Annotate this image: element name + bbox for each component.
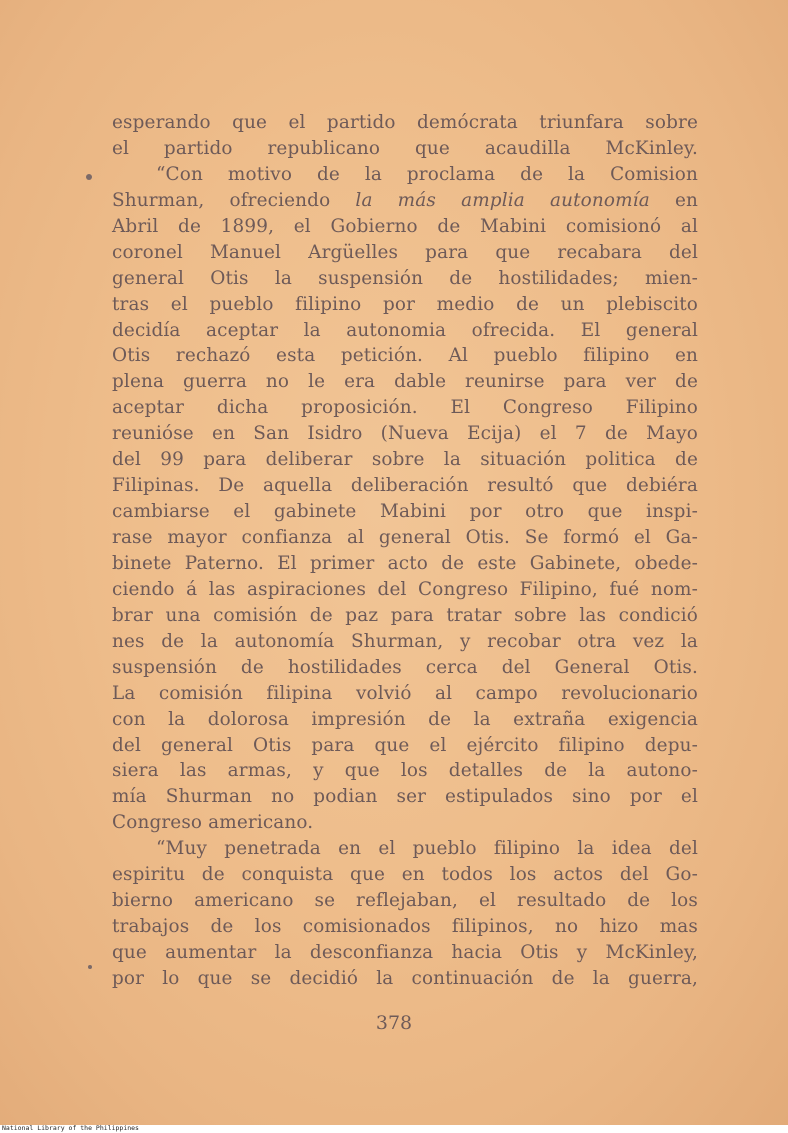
text-span: en [674, 189, 698, 211]
margin-mark [88, 965, 92, 969]
text-line: ciendo á las aspiraciones del Congreso Filipino, fué nom- [112, 578, 698, 600]
text-line: rase mayor confianza al general Otis. Se formó el Ga- [112, 527, 698, 548]
text-line: Filipinas. De aquella deliberación resultó que debiéra [112, 475, 698, 497]
text-line: bierno americano se reflejaban, el resultado de los [112, 890, 698, 912]
text-line: el partido republicano que acaudilla McKinley. [112, 137, 698, 159]
text-line: trabajos de los comisionados filipinos, no hizo mas [112, 916, 698, 938]
text-line: reunióse en San Isidro (Nueva Ecija) el 7 de Mayo [112, 423, 698, 445]
text-line: por lo que se decidió la continuación de la guerra, [112, 967, 698, 989]
text-line: “Muy penetrada en el pueblo filipino la idea del [156, 838, 698, 860]
text-line: general Otis la suspensión de hostilidades; mien- [112, 267, 698, 289]
text-line: con la dolorosa impresión de la extraña exigencia [112, 708, 698, 730]
text-line: suspensión de hostilidades cerca del General Otis. [112, 656, 698, 678]
text-line: tras el pueblo filipino por medio de un plebiscito [112, 293, 698, 315]
text-line: del 99 para deliberar sobre la situación politica de [112, 449, 698, 471]
text-line: aceptar dicha proposición. El Congreso Filipino [112, 397, 698, 419]
text-line: plena guerra no le era dable reunirse para ver de [112, 371, 698, 393]
text-line: nes de la autonomía Shurman, y recobar otra vez la [112, 630, 698, 652]
text-line: Abril de 1899, el Gobierno de Mabini comisionó al [112, 215, 698, 237]
text-line: Congreso americano. [112, 812, 314, 834]
text-line [112, 188, 698, 214]
text-line: Otis rechazó esta petición. Al pueblo filipino en [112, 345, 698, 367]
margin-mark [86, 174, 92, 180]
text-line: cambiarse el gabinete Mabini por otro que inspi- [112, 501, 698, 523]
text-line: espiritu de conquista que en todos los actos del Go- [112, 864, 698, 886]
page-number: 378 [375, 1012, 413, 1034]
text-span: Shurman, ofreciendo [112, 189, 331, 211]
body-text [112, 110, 698, 992]
text-line: coronel Manuel Argüelles para que recabara del [112, 241, 698, 263]
text-line: siera las armas, y que los detalles de la autono- [112, 760, 698, 782]
text-line: esperando que el partido demócrata triunfara sobre [112, 112, 698, 133]
italic-phrase: la más amplia autonomía [355, 189, 650, 211]
text-line: “Con motivo de la proclama de la Comision [156, 163, 698, 185]
text-line: decidía aceptar la autonomia ofrecida. El general [112, 319, 698, 341]
text-line: La comisión filipina volvió al campo revolucionario [112, 682, 698, 704]
text-line: que aumentar la desconfianza hacia Otis y McKinley, [112, 942, 698, 963]
text-line: brar una comisión de paz para tratar sobre las condició [112, 604, 698, 626]
text-line: binete Paterno. El primer acto de este Gabinete, obede- [112, 552, 698, 574]
library-attribution: National Library of the Philippines [2, 1124, 139, 1132]
footer-bar [0, 1125, 788, 1133]
text-line: mía Shurman no podian ser estipulados sino por el [112, 786, 698, 808]
text-line: del general Otis para que el ejército filipino depu- [112, 734, 698, 756]
